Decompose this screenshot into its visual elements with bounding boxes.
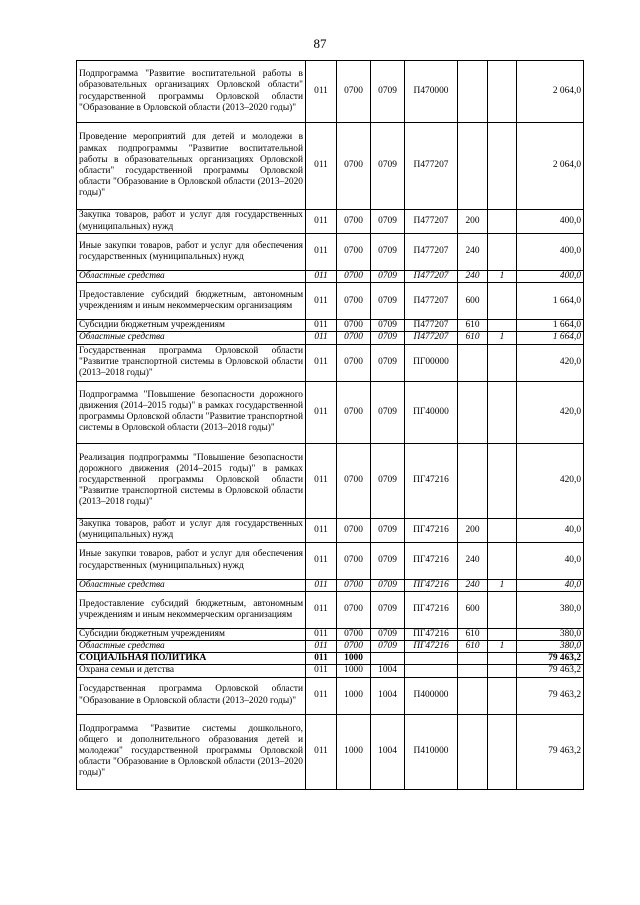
section-code-cell: 0700 — [337, 210, 371, 234]
table-row — [77, 271, 584, 283]
expense-type-cell — [458, 714, 488, 789]
section-code-cell: 0700 — [337, 542, 371, 579]
ved-code-cell: 011 — [306, 271, 337, 283]
amount-cell: 1 664,0 — [517, 332, 584, 344]
table-row — [77, 542, 584, 579]
subsection-code-cell — [371, 653, 405, 665]
funding-source-cell — [488, 542, 517, 579]
section-code-cell: 0700 — [337, 283, 371, 320]
table-row — [77, 210, 584, 234]
target-article-cell: ПГ40000 — [405, 381, 458, 443]
amount-cell: 420,0 — [517, 344, 584, 381]
table-row — [77, 591, 584, 628]
ved-code-cell: 011 — [306, 234, 337, 271]
table-row — [77, 665, 584, 677]
amount-cell: 40,0 — [517, 579, 584, 591]
subsection-code-cell: 1004 — [371, 677, 405, 714]
row-name-cell: Областные средства — [77, 271, 306, 283]
row-name-cell: Областные средства — [77, 332, 306, 344]
page-number: 87 — [313, 36, 327, 51]
amount-cell: 2 064,0 — [517, 61, 584, 123]
target-article-cell: ПГ47216 — [405, 542, 458, 579]
expense-type-cell: 610 — [458, 332, 488, 344]
row-name-cell: СОЦИАЛЬНАЯ ПОЛИТИКА — [77, 653, 306, 665]
target-article-cell: ПГ47216 — [405, 628, 458, 640]
ved-code-cell: 011 — [306, 714, 337, 789]
target-article-cell: П477207 — [405, 332, 458, 344]
subsection-code-cell: 1004 — [371, 665, 405, 677]
table-row — [77, 714, 584, 789]
section-code-cell: 0700 — [337, 61, 371, 123]
funding-source-cell — [488, 320, 517, 332]
subsection-code-cell: 0709 — [371, 641, 405, 653]
target-article-cell: П477207 — [405, 210, 458, 234]
subsection-code-cell: 0709 — [371, 579, 405, 591]
funding-source-cell: 1 — [488, 641, 517, 653]
ved-code-cell: 011 — [306, 542, 337, 579]
row-name-cell: Субсидии бюджетным учреждениям — [77, 628, 306, 640]
funding-source-cell — [488, 665, 517, 677]
expense-type-cell — [458, 123, 488, 210]
section-code-cell: 1000 — [337, 665, 371, 677]
table-row — [77, 518, 584, 542]
expense-type-cell — [458, 61, 488, 123]
expense-type-cell — [458, 677, 488, 714]
expense-type-cell: 200 — [458, 210, 488, 234]
amount-cell: 79 463,2 — [517, 677, 584, 714]
subsection-code-cell: 0709 — [371, 344, 405, 381]
expense-type-cell: 240 — [458, 271, 488, 283]
expense-type-cell: 610 — [458, 320, 488, 332]
amount-cell: 400,0 — [517, 234, 584, 271]
row-name-cell: Закупка товаров, работ и услуг для государственных (муниципальных) нужд — [77, 210, 306, 234]
section-code-cell: 1000 — [337, 677, 371, 714]
funding-source-cell — [488, 234, 517, 271]
table-row — [77, 579, 584, 591]
subsection-code-cell: 0709 — [371, 518, 405, 542]
row-name-cell: Предоставление субсидий бюджетным, автономным учреждениям и иным некоммерческим организациям — [77, 591, 306, 628]
ved-code-cell: 011 — [306, 381, 337, 443]
subsection-code-cell: 0709 — [371, 542, 405, 579]
row-name-cell: Закупка товаров, работ и услуг для государственных (муниципальных) нужд — [77, 518, 306, 542]
expense-type-cell — [458, 381, 488, 443]
ved-code-cell: 011 — [306, 665, 337, 677]
row-name-cell: Подпрограмма "Развитие системы дошкольного, общего и дополнительного образования детей и молодежи" государственной программы Орловской области "Образование в Орловской области (2013–2020 годы)" — [77, 714, 306, 789]
funding-source-cell — [488, 714, 517, 789]
expense-type-cell: 200 — [458, 518, 488, 542]
funding-source-cell — [488, 123, 517, 210]
table-row — [77, 283, 584, 320]
target-article-cell: П477207 — [405, 234, 458, 271]
amount-cell: 380,0 — [517, 591, 584, 628]
row-name-cell: Государственная программа Орловской области "Развитие транспортной системы в Орловской области (2013–2018 годы)" — [77, 344, 306, 381]
amount-cell: 380,0 — [517, 641, 584, 653]
table-row — [77, 677, 584, 714]
subsection-code-cell: 0709 — [371, 123, 405, 210]
row-name-cell: Областные средства — [77, 579, 306, 591]
target-article-cell: П400000 — [405, 677, 458, 714]
table-row — [77, 381, 584, 443]
target-article-cell: ПГ47216 — [405, 641, 458, 653]
expense-type-cell: 240 — [458, 579, 488, 591]
table-row — [77, 653, 584, 665]
amount-cell: 1 664,0 — [517, 320, 584, 332]
subsection-code-cell: 0709 — [371, 234, 405, 271]
ved-code-cell: 011 — [306, 641, 337, 653]
target-article-cell — [405, 653, 458, 665]
section-code-cell: 0700 — [337, 443, 371, 518]
expense-type-cell: 240 — [458, 234, 488, 271]
amount-cell: 420,0 — [517, 443, 584, 518]
amount-cell: 2 064,0 — [517, 123, 584, 210]
section-code-cell: 1000 — [337, 714, 371, 789]
table-row — [77, 443, 584, 518]
section-code-cell: 0700 — [337, 628, 371, 640]
row-name-cell: Реализация подпрограммы "Повышение безопасности дорожного движения (2014–2015 годы)" в рамках государственной программы Орловской области "Развитие транспортной системы в Орловской области (2013–2018 годы)" — [77, 443, 306, 518]
target-article-cell: ПГ47216 — [405, 579, 458, 591]
row-name-cell: Государственная программа Орловской области "Образование в Орловской области (2013–2020 годы)" — [77, 677, 306, 714]
expense-type-cell — [458, 443, 488, 518]
amount-cell: 79 463,2 — [517, 665, 584, 677]
funding-source-cell: 1 — [488, 579, 517, 591]
amount-cell: 1 664,0 — [517, 283, 584, 320]
target-article-cell: П477207 — [405, 283, 458, 320]
row-name-cell: Подпрограмма "Повышение безопасности дорожного движения (2014–2015 годы)" в рамках государственной программы Орловской области "Развитие транспортной системы в Орловской области (2013–2018 годы)" — [77, 381, 306, 443]
funding-source-cell — [488, 61, 517, 123]
amount-cell: 40,0 — [517, 518, 584, 542]
section-code-cell: 0700 — [337, 641, 371, 653]
ved-code-cell: 011 — [306, 518, 337, 542]
ved-code-cell: 011 — [306, 332, 337, 344]
funding-source-cell — [488, 653, 517, 665]
subsection-code-cell: 0709 — [371, 332, 405, 344]
amount-cell: 400,0 — [517, 210, 584, 234]
ved-code-cell: 011 — [306, 579, 337, 591]
ved-code-cell: 011 — [306, 443, 337, 518]
subsection-code-cell: 0709 — [371, 320, 405, 332]
amount-cell: 79 463,2 — [517, 714, 584, 789]
section-code-cell: 0700 — [337, 579, 371, 591]
subsection-code-cell: 0709 — [371, 61, 405, 123]
ved-code-cell: 011 — [306, 320, 337, 332]
section-code-cell: 0700 — [337, 123, 371, 210]
table-row — [77, 332, 584, 344]
funding-source-cell: 1 — [488, 332, 517, 344]
section-code-cell: 0700 — [337, 518, 371, 542]
subsection-code-cell: 1004 — [371, 714, 405, 789]
table-row — [77, 641, 584, 653]
table-row — [77, 61, 584, 123]
section-code-cell: 0700 — [337, 591, 371, 628]
subsection-code-cell: 0709 — [371, 628, 405, 640]
section-code-cell: 0700 — [337, 332, 371, 344]
subsection-code-cell: 0709 — [371, 271, 405, 283]
ved-code-cell: 011 — [306, 653, 337, 665]
budget-table — [76, 60, 584, 790]
funding-source-cell — [488, 210, 517, 234]
section-code-cell: 0700 — [337, 320, 371, 332]
target-article-cell: ПГ47216 — [405, 518, 458, 542]
expense-type-cell: 600 — [458, 283, 488, 320]
target-article-cell: П477207 — [405, 123, 458, 210]
table-row — [77, 123, 584, 210]
row-name-cell: Субсидии бюджетным учреждениям — [77, 320, 306, 332]
table-row — [77, 628, 584, 640]
row-name-cell: Предоставление субсидий бюджетным, автономным учреждениям и иным некоммерческим организациям — [77, 283, 306, 320]
expense-type-cell — [458, 653, 488, 665]
subsection-code-cell: 0709 — [371, 443, 405, 518]
ved-code-cell: 011 — [306, 628, 337, 640]
subsection-code-cell: 0709 — [371, 381, 405, 443]
ved-code-cell: 011 — [306, 283, 337, 320]
funding-source-cell — [488, 677, 517, 714]
expense-type-cell — [458, 344, 488, 381]
funding-source-cell — [488, 344, 517, 381]
ved-code-cell: 011 — [306, 123, 337, 210]
funding-source-cell — [488, 628, 517, 640]
funding-source-cell — [488, 443, 517, 518]
row-name-cell: Иные закупки товаров, работ и услуг для обеспечения государственных (муниципальных) нужд — [77, 542, 306, 579]
amount-cell: 420,0 — [517, 381, 584, 443]
expense-type-cell: 610 — [458, 641, 488, 653]
section-code-cell: 0700 — [337, 381, 371, 443]
section-code-cell: 0700 — [337, 271, 371, 283]
subsection-code-cell: 0709 — [371, 283, 405, 320]
funding-source-cell — [488, 381, 517, 443]
table-row — [77, 344, 584, 381]
amount-cell: 79 463,2 — [517, 653, 584, 665]
amount-cell: 380,0 — [517, 628, 584, 640]
ved-code-cell: 011 — [306, 344, 337, 381]
target-article-cell: П410000 — [405, 714, 458, 789]
row-name-cell: Проведение мероприятий для детей и молодежи в рамках подпрограммы "Развитие воспитательной работы в образовательных организациях Орловской области" государственной программы Орловской области "Образование в Орловской области (2013–2020 годы)" — [77, 123, 306, 210]
target-article-cell: ПГ47216 — [405, 443, 458, 518]
target-article-cell: П470000 — [405, 61, 458, 123]
row-name-cell: Областные средства — [77, 641, 306, 653]
table-row — [77, 234, 584, 271]
section-code-cell: 0700 — [337, 344, 371, 381]
funding-source-cell — [488, 591, 517, 628]
expense-type-cell: 600 — [458, 591, 488, 628]
funding-source-cell — [488, 283, 517, 320]
expense-type-cell: 610 — [458, 628, 488, 640]
target-article-cell: П477207 — [405, 320, 458, 332]
section-code-cell: 0700 — [337, 234, 371, 271]
target-article-cell: П477207 — [405, 271, 458, 283]
expense-type-cell — [458, 665, 488, 677]
ved-code-cell: 011 — [306, 61, 337, 123]
ved-code-cell: 011 — [306, 591, 337, 628]
ved-code-cell: 011 — [306, 677, 337, 714]
target-article-cell — [405, 665, 458, 677]
target-article-cell: ПГ00000 — [405, 344, 458, 381]
row-name-cell: Подпрограмма "Развитие воспитательной работы в образовательных организациях Орловской области" государственной программы Орловской области "Образование в Орловской области (2013–2020 годы)" — [77, 61, 306, 123]
target-article-cell: ПГ47216 — [405, 591, 458, 628]
table-row — [77, 320, 584, 332]
subsection-code-cell: 0709 — [371, 210, 405, 234]
funding-source-cell — [488, 518, 517, 542]
section-code-cell: 1000 — [337, 653, 371, 665]
ved-code-cell: 011 — [306, 210, 337, 234]
funding-source-cell: 1 — [488, 271, 517, 283]
amount-cell: 400,0 — [517, 271, 584, 283]
subsection-code-cell: 0709 — [371, 591, 405, 628]
row-name-cell: Иные закупки товаров, работ и услуг для обеспечения государственных (муниципальных) нужд — [77, 234, 306, 271]
row-name-cell: Охрана семьи и детства — [77, 665, 306, 677]
amount-cell: 40,0 — [517, 542, 584, 579]
expense-type-cell: 240 — [458, 542, 488, 579]
